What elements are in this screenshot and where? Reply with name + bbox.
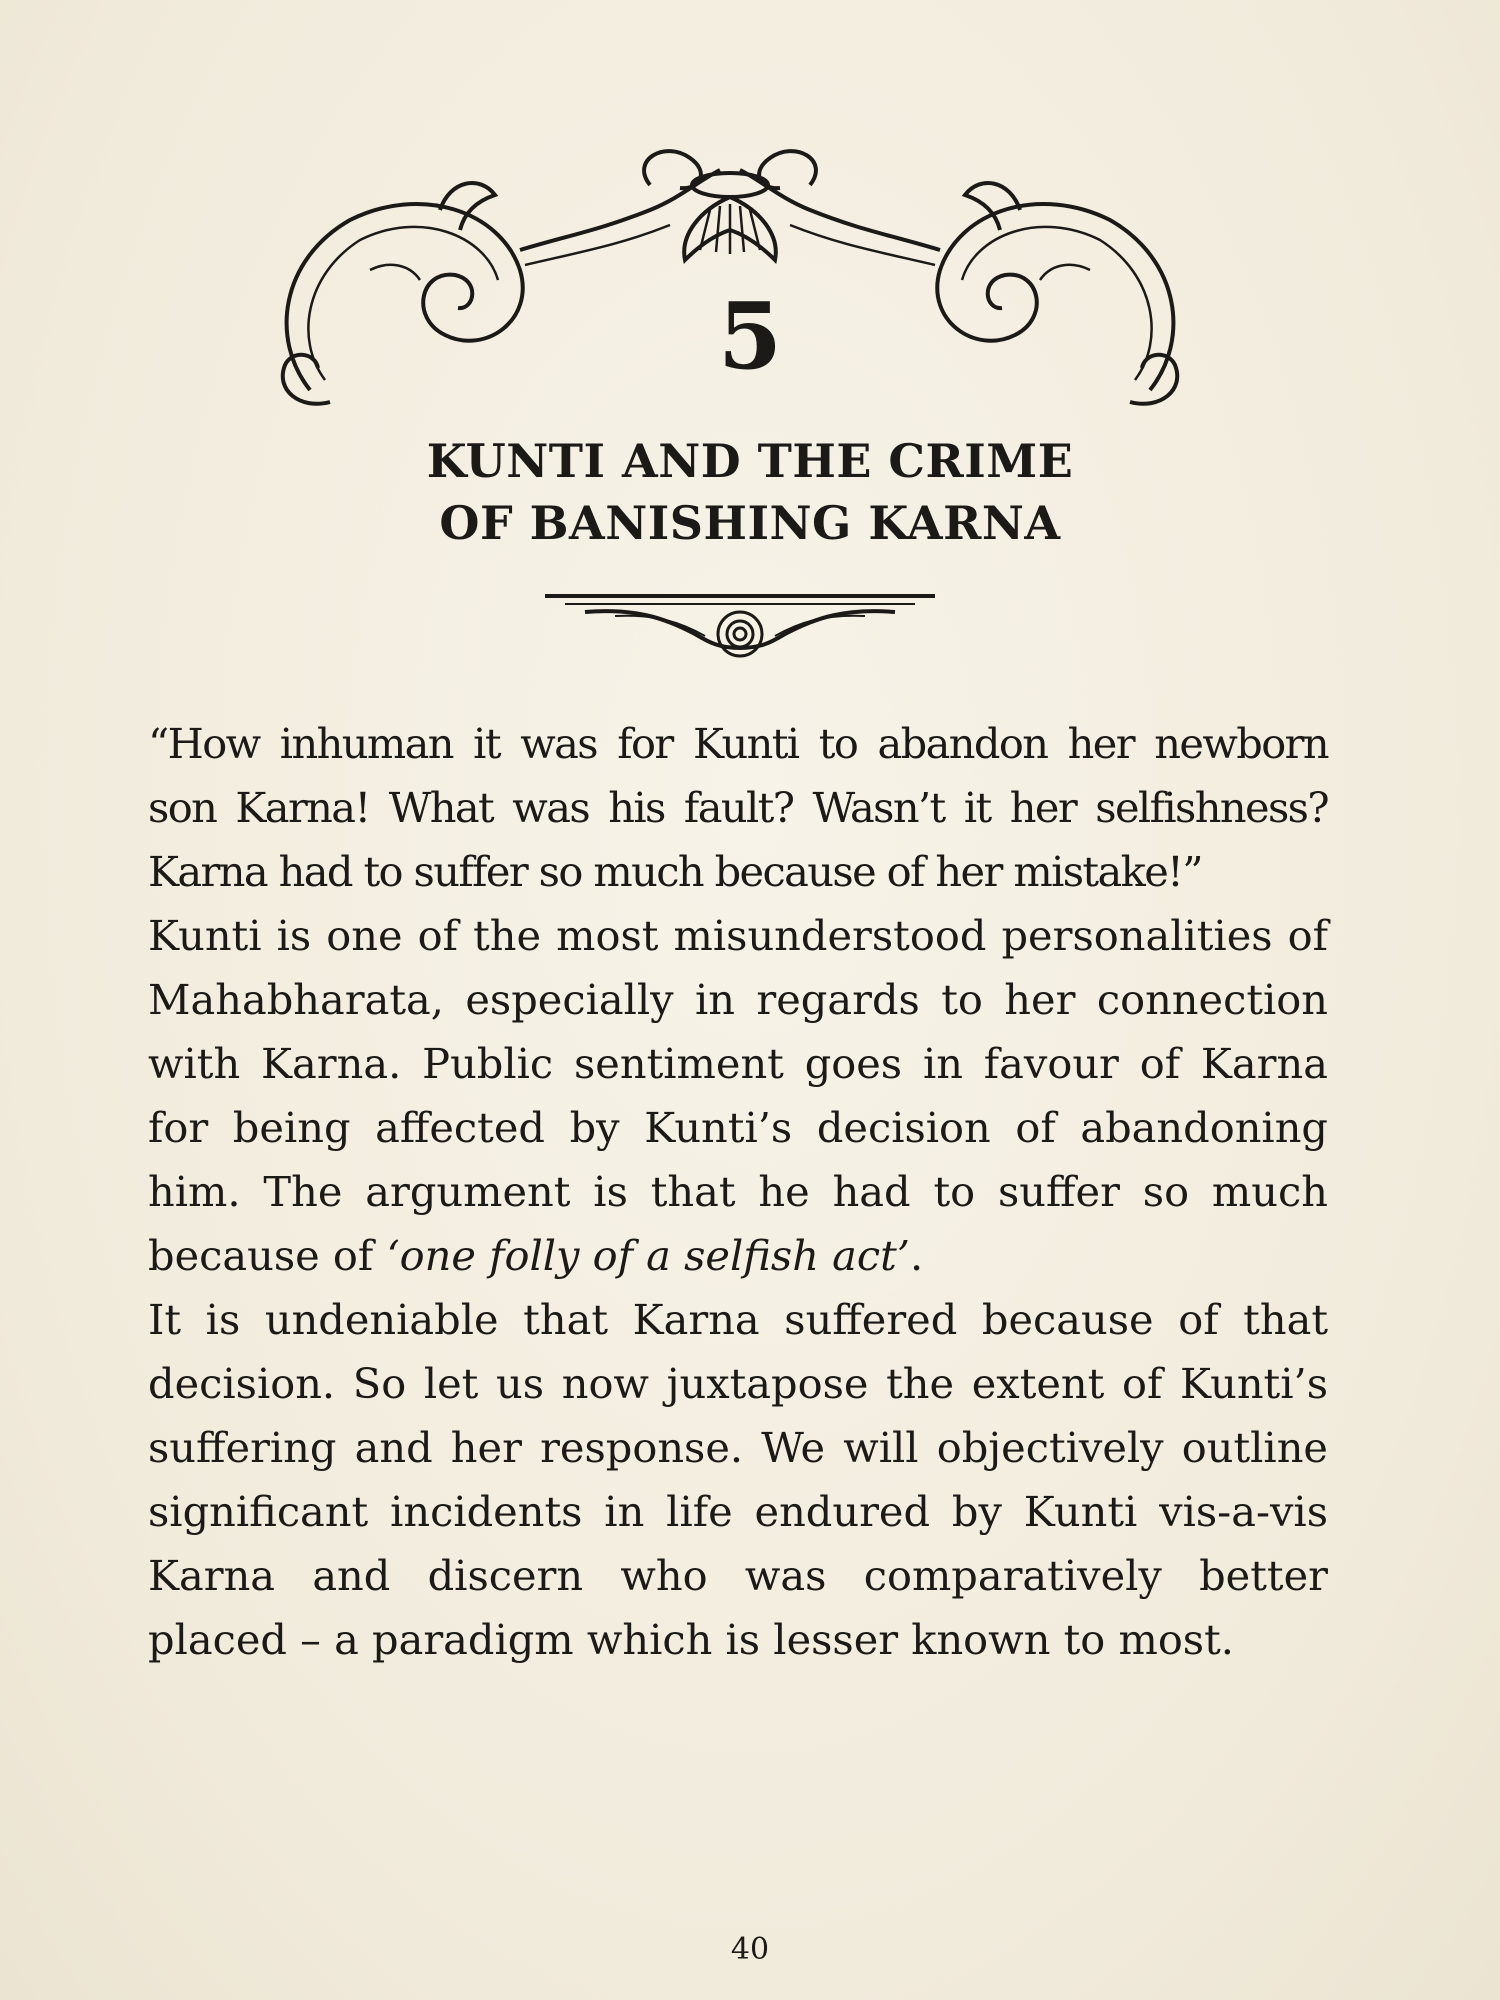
paragraph-text: Kunti is one of the most misunderstood personalities of Mahabharata, especially in regards to her connection with Karna. Public sentiment goes in favour of Karna for being affected by Kunti’s decision of abandoning him. The argument is that he had to suffer so much because of [148, 911, 1328, 1280]
ornamental-divider-icon [545, 588, 935, 660]
opening-quote-paragraph: “How inhuman it was for Kunti to abandon her newborn son Karna! What was his fault? Wasn’t it her selfishness? Karna had to suffer so much because of her mistake!” [148, 719, 1328, 896]
chapter-title [250, 430, 1250, 554]
misunderstood-paragraph [148, 904, 1328, 1288]
undeniable-paragraph: It is undeniable that Karna suffered because of that decision. So let us now juxtapose the extent of Kunti’s suffering and her response. We will objectively outline significant incidents in life endured by Kunti vis-a-vis Karna and discern who was comparatively better placed – a paradigm which is lesser known to most. [148, 1295, 1328, 1664]
chapter-title-line-1: KUNTI AND THE CRIME [426, 434, 1074, 488]
chapter-body-text [148, 712, 1328, 1672]
italic-phrase: ‘one folly of a selfish act’ [386, 1231, 910, 1280]
chapter-number: 5 [717, 282, 782, 390]
paragraph-end: . [909, 1231, 924, 1280]
chapter-title-line-2: OF BANISHING KARNA [439, 496, 1061, 550]
page-number: 40 [730, 1932, 770, 1967]
